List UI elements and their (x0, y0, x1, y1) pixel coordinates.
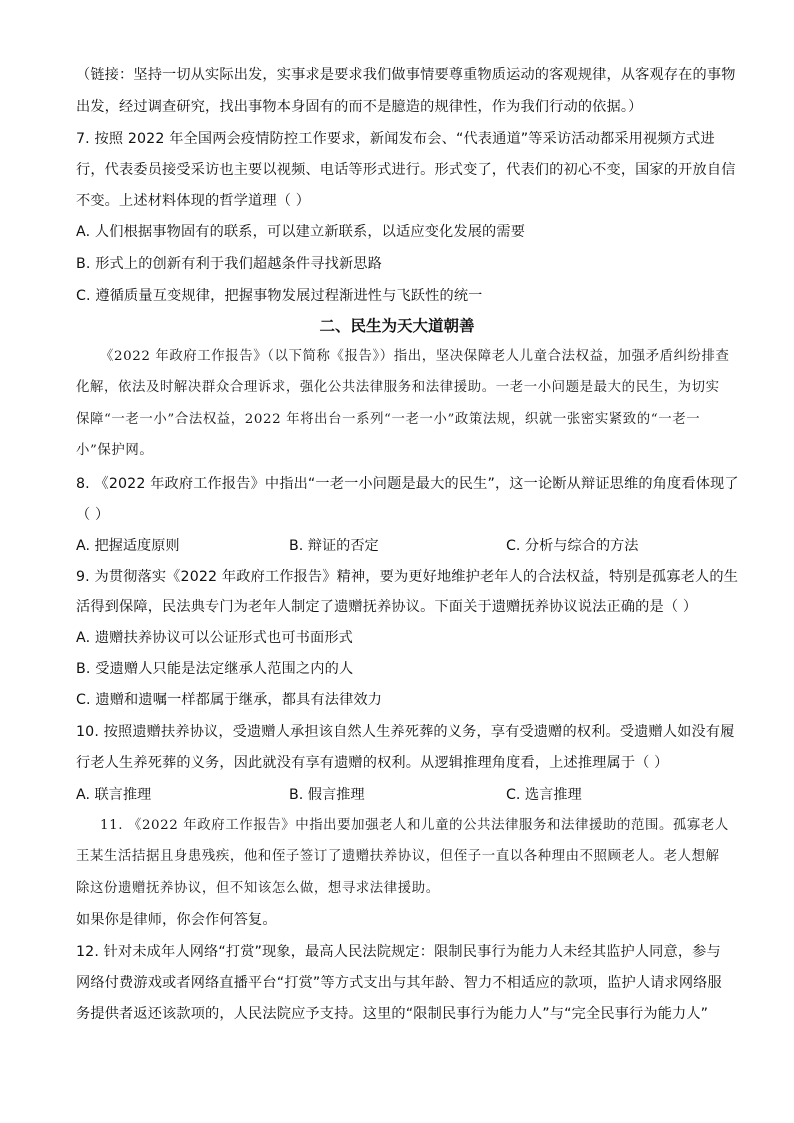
section-title: 二、民生为天大道朝善 (319, 317, 475, 335)
question-12-line-3: 务提供者返还该款项的，人民法院应予支持。这里的“限制民事行为能力人”与“完全民事行为能力人” (76, 1006, 709, 1022)
question-11-line-3: 除这份遗赠抚养协议，但不知该怎么做，想寻求法律援助。 (76, 881, 440, 896)
material-1-line-2: 化解，依法及时解决群众合理诉求，强化公共法律服务和法律援助。一老一小问题是最大的民生，为切实 (76, 380, 720, 395)
question-11-line-2: 王某生活拮据且身患残疾，他和侄子签订了遗赠扶养协议，但侄子一直以各种理由不照顾老人。老人想解 (76, 849, 720, 864)
question-10-line-1: 10. 按照遗赠扶养协议，受遗赠人承担该自然人生养死葬的义务，享有受遗赠的权利。受遗赠人如没有履 (76, 724, 735, 740)
question-10-option-b: B. 假言推理 (289, 787, 365, 803)
question-8-option-a: A. 把握适度原则 (76, 538, 180, 554)
question-9-line-1: 9. 为贯彻落实《2022 年政府工作报告》精神，要为更好地维护老年人的合法权益，特别是孤寡老人的生 (76, 569, 739, 585)
question-9-option-b: B. 受遗赠人只能是法定继承人范围之内的人 (76, 661, 354, 677)
material-1-line-1: 《2022 年政府工作报告》（以下简称《报告》）指出，坚决保障老人儿童合法权益，加强矛盾纠纷排查 (100, 349, 730, 364)
question-9-line-2: 活得到保障，民法典专门为老年人制定了遗赠抚养协议。下面关于遗赠抚养协议说法正确的是（ ） (76, 599, 698, 615)
question-10-option-a: A. 联言推理 (76, 787, 152, 803)
question-7-line-1: 7. 按照 2022 年全国两会疫情防控工作要求，新闻发布会、“代表通道”等采访活动都采用视频方式进 (76, 131, 715, 147)
question-8-option-b: B. 辩证的否定 (289, 538, 379, 554)
question-8-line-2: （ ） (76, 507, 110, 523)
question-9-option-c: C. 遗赠和遗嘱一样都属于继承，都具有法律效力 (76, 692, 383, 708)
question-11-line-4: 如果你是律师，你会作何答复。 (76, 912, 277, 928)
question-7-option-c: C. 遵循质量互变规律，把握事物发展过程渐进性与飞跃性的统一 (76, 288, 483, 304)
question-7-line-2: 行，代表委员接受采访也主要以视频、电话等形式进行。形式变了，代表们的初心不变，国家的开放自信 (76, 162, 736, 178)
question-12-line-1: 12. 针对未成年人网络“打赏”现象，最高人民法院规定：限制民事行为能力人未经其监护人同意，参与 (76, 944, 721, 960)
material-1-line-3: 保障“一老一小”合法权益，2022 年将出台一系列“一老一小”政策法规，织就一张密实紧致的“一老一 (76, 412, 701, 427)
question-7-option-a: A. 人们根据事物固有的联系，可以建立新联系，以适应变化发展的需要 (76, 224, 526, 240)
question-9-option-a: A. 遗赠扶养协议可以公证形式也可书面形式 (76, 630, 354, 646)
question-8-option-c: C. 分析与综合的方法 (506, 538, 639, 554)
question-8-line-1: 8. 《2022 年政府工作报告》中指出“一老一小问题是最大的民生”，这一论断从辩证思维的角度看体现了 (76, 476, 739, 492)
question-12-line-2: 网络付费游戏或者网络直播平台“打赏”等方式支出与其年龄、智力不相适应的款项，监护人请求网络服 (76, 975, 722, 991)
link-note-line-2: 出发，经过调查研究，找出事物本身固有的而不是臆造的规律性，作为我们行动的依据。） (76, 99, 643, 115)
question-11-line-1: 11. 《2022 年政府工作报告》中指出要加强老人和儿童的公共法律服务和法律援助的范围。孤寡老人 (100, 818, 729, 833)
link-note-line-1: （链接：坚持一切从实际出发，实事求是要求我们做事情要尊重物质运动的客观规律，从客观存在的事物 (76, 67, 736, 83)
question-10-option-c: C. 选言推理 (506, 787, 582, 803)
material-1-line-4: 小”保护网。 (76, 443, 154, 458)
question-7-option-b: B. 形式上的创新有利于我们超越条件寻找新思路 (76, 256, 382, 272)
question-10-line-2: 行老人生养死葬的义务，因此就没有享有遗赠的权利。从逻辑推理角度看，上述推理属于（ ） (76, 755, 669, 771)
question-7-line-3: 不变。上述材料体现的哲学道理（ ） (76, 193, 311, 209)
